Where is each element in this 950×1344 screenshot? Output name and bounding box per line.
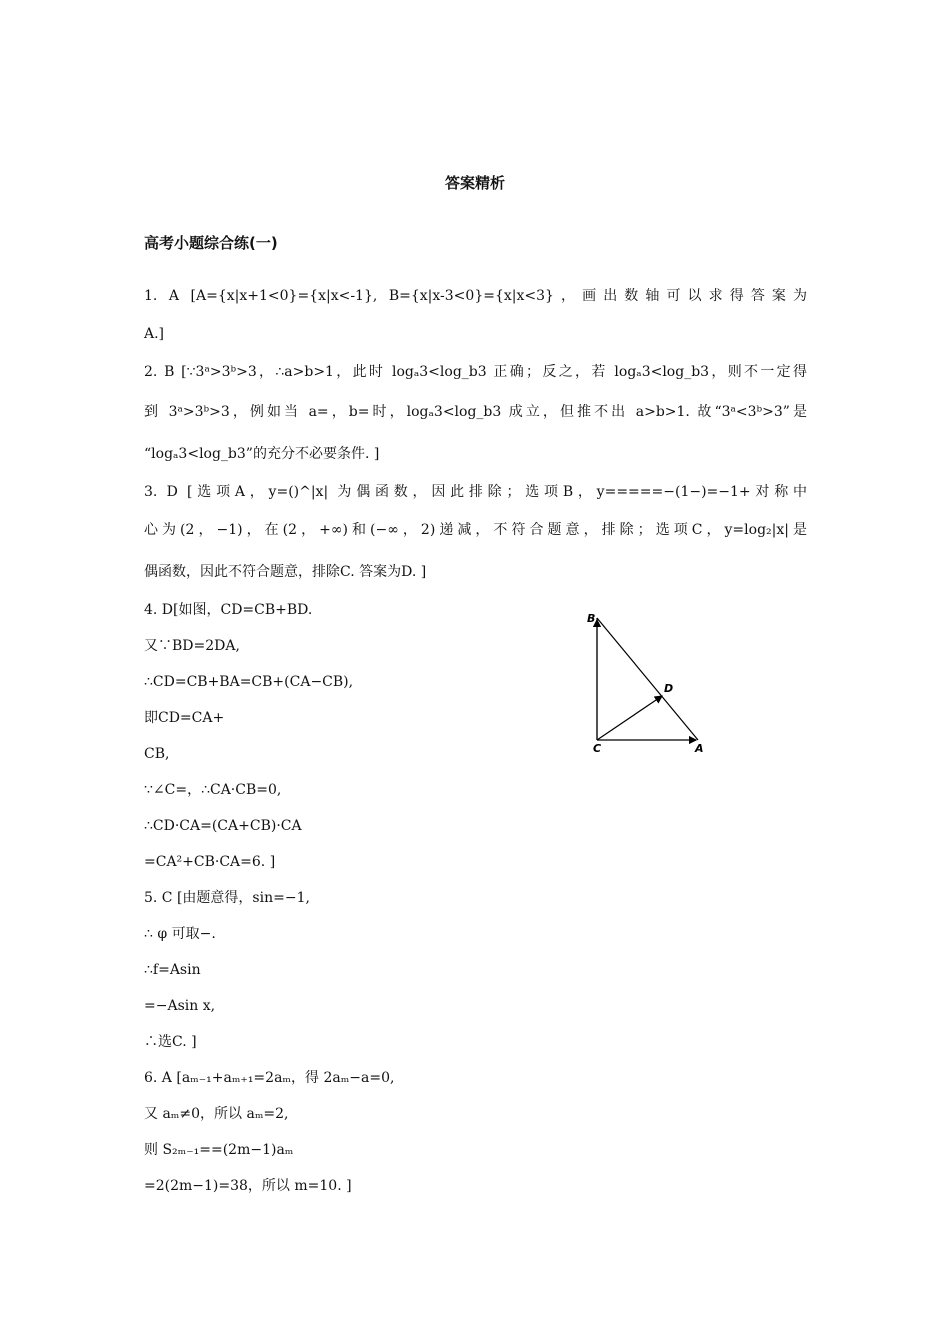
- answer-line: 心为(2，−1)，在(2，+∞)和(−∞，2)递减，不符合题意，排除；选项C，y=log₂|x|是: [144, 522, 807, 538]
- answer-line: 又 aₘ≠0，所以 aₘ=2,: [144, 1106, 289, 1122]
- answer-line: 到 3ᵃ>3ᵇ>3，例如当 a=，b=时，logₐ3<log_b3 成立，但推不出 a>b>1. 故“3ᵃ<3ᵇ>3”是: [144, 404, 807, 420]
- answer-line: ∴CD=CB+BA=CB+(CA−CB),: [144, 674, 354, 690]
- label-c: C: [593, 742, 602, 755]
- answer-line: CB,: [144, 746, 170, 762]
- page-title: 答案精析: [444, 174, 505, 192]
- answer-line: =−Asin x,: [144, 998, 216, 1014]
- triangle-figure: [578, 606, 718, 756]
- answer-line: 则 S₂ₘ₋₁==(2m−1)aₘ: [144, 1142, 294, 1158]
- segment-ba: [597, 618, 698, 740]
- answer-line: “logₐ3<log_b3”的充分不必要条件. ]: [144, 446, 380, 462]
- answer-line: 偶函数，因此不符合题意，排除C. 答案为D. ]: [144, 564, 427, 580]
- answer-line: ∴CD·CA=(CA+CB)·CA: [144, 818, 302, 834]
- answer-line: 5. C [由题意得，sin=−1,: [144, 890, 310, 906]
- answer-line: 又∵BD=2DA,: [144, 638, 240, 654]
- label-b: B: [587, 612, 596, 625]
- answer-line: 1. A [A={x|x+1<0}={x|x<-1}, B={x|x-3<0}={x|x<3}，画出数轴可以求得答案为: [144, 288, 807, 304]
- answer-line: 即CD=CA+: [144, 710, 225, 726]
- answer-line: =CA²+CB·CA=6. ]: [144, 854, 276, 870]
- answer-line: =2(2m−1)=38，所以 m=10. ]: [144, 1178, 352, 1194]
- answer-line: 6. A [aₘ₋₁+aₘ₊₁=2aₘ，得 2aₘ−a=0,: [144, 1070, 395, 1086]
- label-a: A: [695, 742, 704, 755]
- section-title: 高考小题综合练(一): [144, 234, 278, 252]
- answer-line: ∵∠C=，∴CA·CB=0,: [144, 782, 282, 798]
- answer-line: A.]: [144, 326, 165, 342]
- answer-line: ∴f=Asin: [144, 962, 201, 978]
- answer-line: 3. D [选项A，y=()^|x| 为偶函数，因此排除；选项B，y=====−(1−)=−1+对称中: [144, 484, 807, 500]
- label-d: D: [664, 682, 674, 695]
- vector-cd: [597, 696, 662, 740]
- answer-line: ∴ φ 可取−.: [144, 926, 216, 942]
- answer-line: ∴选C. ]: [144, 1034, 197, 1050]
- answer-line: 2. B [∵3ᵃ>3ᵇ>3，∴a>b>1，此时 logₐ3<log_b3 正确；反之，若 logₐ3<log_b3，则不一定得: [144, 364, 807, 380]
- answer-line: 4. D[如图，CD=CB+BD.: [144, 602, 313, 618]
